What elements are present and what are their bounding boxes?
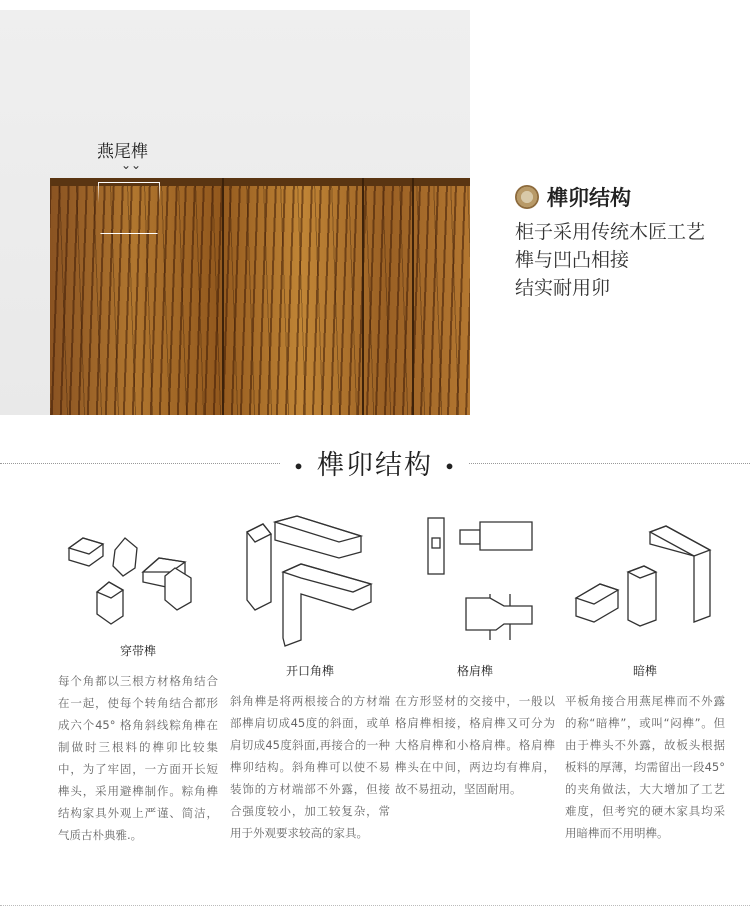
chevron-down-icon: ⌄⌄ [121,158,142,172]
hero-photo [0,10,470,415]
section-title [0,443,750,482]
shoulder-tenon-diagram-icon [400,510,550,650]
info-line: 榫与凹凸相接 [515,249,630,271]
joint-desc: 平板角接合用燕尾榫而不外露的称“暗榫”，或叫“闷榫”。但由于榫头不外露，故板头根据板料的厚薄，均需留出一段45°的夹角做法，大大增加了工艺难度，但考究的硬木家具均采用暗榫而不用明榫。 [565,694,725,840]
dovetail-label: 燕尾榫 [97,142,148,162]
wood-ring-icon [515,185,539,209]
joint-desc: 在方形竖材的交接中，一般以格肩榫相接，格肩榫又可分为大格肩榫和小格肩榫。格肩榫榫头在中间，两边均有榫肩，故不易扭动，坚固耐用。 [395,694,555,796]
hidden-tenon-diagram-icon [570,510,720,650]
wood-seam [412,178,414,415]
dot-icon: • [292,454,307,479]
joint-name: 开口角榫 [285,664,334,678]
joint-name: 格肩榫 [456,664,493,678]
joint-desc: 斜角榫是将两根接合的方材端部榫肩切成45度的斜面，或单肩切成45度斜面,再接合的一种榫卯结构。斜角榫可以使不易装饰的方材端部不外露，但接合强度较小，加工较复杂，常用于外观要求较高的家具。 [230,694,390,840]
joint-column-2 [230,510,390,844]
info-text [515,218,705,302]
joint-column-4 [565,510,725,844]
joint-column-1 [58,510,218,846]
dot-icon: • [443,454,458,479]
section-title-text: 榫卯结构 [317,450,433,481]
wood-seam [222,178,224,415]
dovetail-highlight [98,182,160,234]
info-line: 结实耐用卯 [515,277,611,299]
joint-desc: 每个角都以三根方材格角结合在一起，使每个转角结合都形成六个45° 格角斜线粽角榫在制做时三根料的榫卯比较集中，为了牢固，一方面开长短榫头，采用避榫制作。粽角榫结构家具外观上严谨、简洁，气质古朴典雅.。 [58,674,218,842]
through-tenon-diagram-icon [63,510,213,630]
info-line: 柜子采用传统木匠工艺 [515,221,706,243]
joint-column-3 [395,510,555,800]
info-title: 榫卯结构 [547,186,631,210]
info-heading [515,182,631,212]
joint-name: 暗榫 [632,664,657,678]
bottom-divider [0,905,750,906]
open-corner-tenon-diagram-icon [235,510,385,650]
joint-name: 穿带榫 [119,644,156,658]
wood-seam [362,178,364,415]
